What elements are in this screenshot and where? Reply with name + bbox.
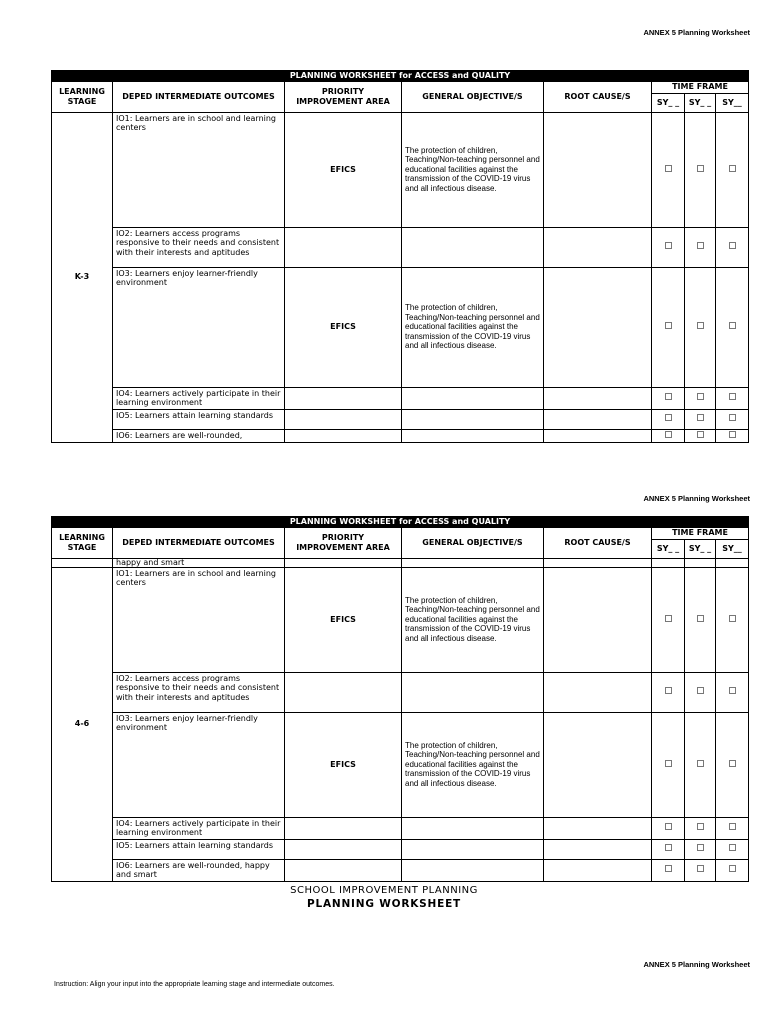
root-cause-cell[interactable] [544, 567, 652, 672]
checkbox-icon [729, 322, 736, 329]
table-row [52, 839, 749, 859]
timeframe-checkbox[interactable] [685, 817, 716, 839]
table-row [52, 859, 749, 881]
checkbox-icon [665, 242, 672, 249]
root-cause-cell[interactable] [544, 817, 652, 839]
header-sy2: SY_ _ [685, 93, 716, 112]
table-row [52, 387, 749, 409]
timeframe-checkbox[interactable] [652, 817, 685, 839]
outcome-cell: IO2: Learners access programs responsive to their needs and consistent with their interests and aptitudes [113, 227, 285, 267]
outcome-continuation: happy and smart [113, 558, 285, 567]
header-outcomes: DEPED INTERMEDIATE OUTCOMES [113, 527, 285, 558]
checkbox-icon [697, 823, 704, 830]
checkbox-icon [697, 844, 704, 851]
timeframe-checkbox[interactable] [716, 429, 749, 442]
timeframe-checkbox[interactable] [652, 267, 685, 387]
timeframe-checkbox[interactable] [685, 859, 716, 881]
checkbox-icon [697, 865, 704, 872]
outcome-cell: IO4: Learners actively participate in their learning environment [113, 387, 285, 409]
objective-cell[interactable]: The protection of children, Teaching/Non-teaching personnel and educational facilities against the transmission of the COVID-19 virus and all infectious disease. [402, 267, 544, 387]
root-cause-cell[interactable] [544, 387, 652, 409]
timeframe-checkbox[interactable] [716, 227, 749, 267]
checkbox-icon [729, 165, 736, 172]
header-time-frame: TIME FRAME [652, 81, 749, 93]
priority-cell[interactable] [285, 387, 402, 409]
checkbox-icon [665, 865, 672, 872]
checkbox-icon [729, 242, 736, 249]
checkbox-icon [729, 615, 736, 622]
root-cause-cell[interactable] [544, 558, 652, 567]
timeframe-checkbox[interactable] [685, 227, 716, 267]
timeframe-checkbox[interactable] [652, 429, 685, 442]
objective-cell[interactable] [402, 409, 544, 429]
checkbox-icon [729, 760, 736, 767]
timeframe-cell[interactable] [652, 558, 685, 567]
table-row [52, 567, 749, 672]
annex-label: ANNEX 5 Planning Worksheet [643, 960, 750, 969]
timeframe-checkbox[interactable] [652, 712, 685, 817]
checkbox-icon [665, 322, 672, 329]
outcome-cell: IO6: Learners are well-rounded, [113, 429, 285, 442]
objective-cell[interactable] [402, 387, 544, 409]
objective-cell[interactable]: The protection of children, Teaching/Non-teaching personnel and educational facilities against the transmission of the COVID-19 virus and all infectious disease. [402, 567, 544, 672]
objective-cell[interactable] [402, 672, 544, 712]
table-row [52, 712, 749, 817]
footer-title-line2: PLANNING WORKSHEET [306, 898, 462, 910]
checkbox-icon [697, 165, 704, 172]
timeframe-checkbox[interactable] [716, 859, 749, 881]
objective-cell[interactable] [402, 839, 544, 859]
timeframe-checkbox[interactable] [716, 567, 749, 672]
timeframe-checkbox[interactable] [652, 112, 685, 227]
priority-cell: EFICS [285, 567, 402, 672]
table-row [52, 112, 749, 227]
timeframe-checkbox[interactable] [685, 839, 716, 859]
timeframe-checkbox[interactable] [716, 817, 749, 839]
root-cause-cell[interactable] [544, 712, 652, 817]
priority-cell[interactable] [285, 558, 402, 567]
checkbox-icon [729, 393, 736, 400]
learning-stage-cell: 4-6 [52, 567, 113, 881]
checkbox-icon [697, 687, 704, 694]
timeframe-checkbox[interactable] [716, 672, 749, 712]
table-row [52, 817, 749, 839]
priority-cell: EFICS [285, 712, 402, 817]
checkbox-icon [665, 615, 672, 622]
timeframe-checkbox[interactable] [716, 112, 749, 227]
checkbox-icon [665, 760, 672, 767]
checkbox-icon [697, 242, 704, 249]
checkbox-icon [665, 393, 672, 400]
checkbox-icon [665, 165, 672, 172]
timeframe-checkbox[interactable] [652, 227, 685, 267]
checkbox-icon [697, 393, 704, 400]
header-sy3: SY__ [716, 93, 749, 112]
timeframe-checkbox[interactable] [716, 712, 749, 817]
header-learning-stage: LEARNING STAGE [52, 81, 113, 112]
checkbox-icon [729, 431, 736, 438]
header-priority: PRIORITY IMPROVEMENT AREA [285, 81, 402, 112]
worksheet-k3 [51, 70, 748, 443]
checkbox-icon [665, 687, 672, 694]
outcome-cell: IO1: Learners are in school and learning centers [113, 567, 285, 672]
checkbox-icon [697, 615, 704, 622]
table-row [52, 429, 749, 442]
table-row [52, 558, 749, 567]
priority-cell[interactable] [285, 839, 402, 859]
outcome-cell: IO4: Learners actively participate in their learning environment [113, 817, 285, 839]
timeframe-checkbox[interactable] [652, 567, 685, 672]
timeframe-checkbox[interactable] [652, 859, 685, 881]
objective-cell[interactable] [402, 859, 544, 881]
footer-title-line1: SCHOOL IMPROVEMENT PLANNING [290, 885, 478, 896]
timeframe-checkbox[interactable] [685, 387, 716, 409]
checkbox-icon [729, 687, 736, 694]
priority-cell: EFICS [285, 267, 402, 387]
outcome-cell: IO1: Learners are in school and learning centers [113, 112, 285, 227]
checkbox-icon [697, 322, 704, 329]
root-cause-cell[interactable] [544, 267, 652, 387]
priority-cell[interactable] [285, 409, 402, 429]
outcome-cell: IO5: Learners attain learning standards [113, 839, 285, 859]
root-cause-cell[interactable] [544, 672, 652, 712]
header-outcomes: DEPED INTERMEDIATE OUTCOMES [113, 81, 285, 112]
root-cause-cell[interactable] [544, 112, 652, 227]
priority-cell[interactable] [285, 227, 402, 267]
header-sy3: SY__ [716, 539, 749, 558]
timeframe-checkbox[interactable] [716, 839, 749, 859]
timeframe-checkbox[interactable] [685, 672, 716, 712]
instruction-text: Instruction: Align your input into the appropriate learning stage and intermediate outcomes. [54, 981, 335, 988]
timeframe-checkbox[interactable] [652, 409, 685, 429]
header-sy1: SY_ _ [652, 539, 685, 558]
timeframe-checkbox[interactable] [652, 672, 685, 712]
worksheet-4-6 [51, 516, 748, 882]
checkbox-icon [697, 431, 704, 438]
root-cause-cell[interactable] [544, 839, 652, 859]
checkbox-icon [665, 431, 672, 438]
priority-cell: EFICS [285, 112, 402, 227]
root-cause-cell[interactable] [544, 227, 652, 267]
table-title: PLANNING WORKSHEET for ACCESS and QUALITY [52, 71, 749, 82]
checkbox-icon [697, 760, 704, 767]
outcome-cell: IO3: Learners enjoy learner-friendly environment [113, 712, 285, 817]
priority-cell[interactable] [285, 817, 402, 839]
objective-cell[interactable] [402, 227, 544, 267]
objective-cell[interactable]: The protection of children, Teaching/Non-teaching personnel and educational facilities against the transmission of the COVID-19 virus and all infectious disease. [402, 112, 544, 227]
priority-cell[interactable] [285, 672, 402, 712]
outcome-cell: IO3: Learners enjoy learner-friendly environment [113, 267, 285, 387]
timeframe-checkbox[interactable] [685, 567, 716, 672]
header-sy1: SY_ _ [652, 93, 685, 112]
header-root-cause: ROOT CAUSE/S [544, 81, 652, 112]
timeframe-checkbox[interactable] [685, 267, 716, 387]
checkbox-icon [697, 414, 704, 421]
timeframe-checkbox[interactable] [716, 387, 749, 409]
timeframe-checkbox[interactable] [685, 712, 716, 817]
outcome-cell: IO6: Learners are well-rounded, happy and smart [113, 859, 285, 881]
timeframe-checkbox[interactable] [716, 409, 749, 429]
objective-cell[interactable] [402, 817, 544, 839]
checkbox-icon [665, 823, 672, 830]
annex-label: ANNEX 5 Planning Worksheet [643, 28, 750, 37]
checkbox-icon [665, 844, 672, 851]
root-cause-cell[interactable] [544, 859, 652, 881]
objective-cell[interactable] [402, 429, 544, 442]
table-row [52, 672, 749, 712]
objective-cell[interactable]: The protection of children, Teaching/Non-teaching personnel and educational facilities against the transmission of the COVID-19 virus and all infectious disease. [402, 712, 544, 817]
checkbox-icon [729, 414, 736, 421]
timeframe-checkbox[interactable] [685, 112, 716, 227]
timeframe-cell[interactable] [685, 558, 716, 567]
header-time-frame: TIME FRAME [652, 527, 749, 539]
priority-cell[interactable] [285, 859, 402, 881]
objective-cell[interactable] [402, 558, 544, 567]
checkbox-icon [729, 844, 736, 851]
timeframe-cell[interactable] [716, 558, 749, 567]
timeframe-checkbox[interactable] [685, 409, 716, 429]
table-row [52, 267, 749, 387]
priority-cell[interactable] [285, 429, 402, 442]
outcome-cell: IO2: Learners access programs responsive to their needs and consistent with their interests and aptitudes [113, 672, 285, 712]
root-cause-cell[interactable] [544, 429, 652, 442]
learning-stage-cell: K-3 [52, 112, 113, 442]
header-sy2: SY_ _ [685, 539, 716, 558]
timeframe-checkbox[interactable] [716, 267, 749, 387]
table-title: PLANNING WORKSHEET for ACCESS and QUALITY [52, 517, 749, 528]
checkbox-icon [665, 414, 672, 421]
header-root-cause: ROOT CAUSE/S [544, 527, 652, 558]
checkbox-icon [729, 823, 736, 830]
timeframe-checkbox[interactable] [652, 387, 685, 409]
timeframe-checkbox[interactable] [652, 839, 685, 859]
timeframe-checkbox[interactable] [685, 429, 716, 442]
checkbox-icon [729, 865, 736, 872]
outcome-cell: IO5: Learners attain learning standards [113, 409, 285, 429]
annex-label: ANNEX 5 Planning Worksheet [643, 494, 750, 503]
root-cause-cell[interactable] [544, 409, 652, 429]
header-learning-stage: LEARNING STAGE [52, 527, 113, 558]
table-row [52, 409, 749, 429]
continuation-stage-cell [52, 558, 113, 567]
table-row [52, 227, 749, 267]
header-objective: GENERAL OBJECTIVE/S [402, 81, 544, 112]
header-objective: GENERAL OBJECTIVE/S [402, 527, 544, 558]
header-priority: PRIORITY IMPROVEMENT AREA [285, 527, 402, 558]
